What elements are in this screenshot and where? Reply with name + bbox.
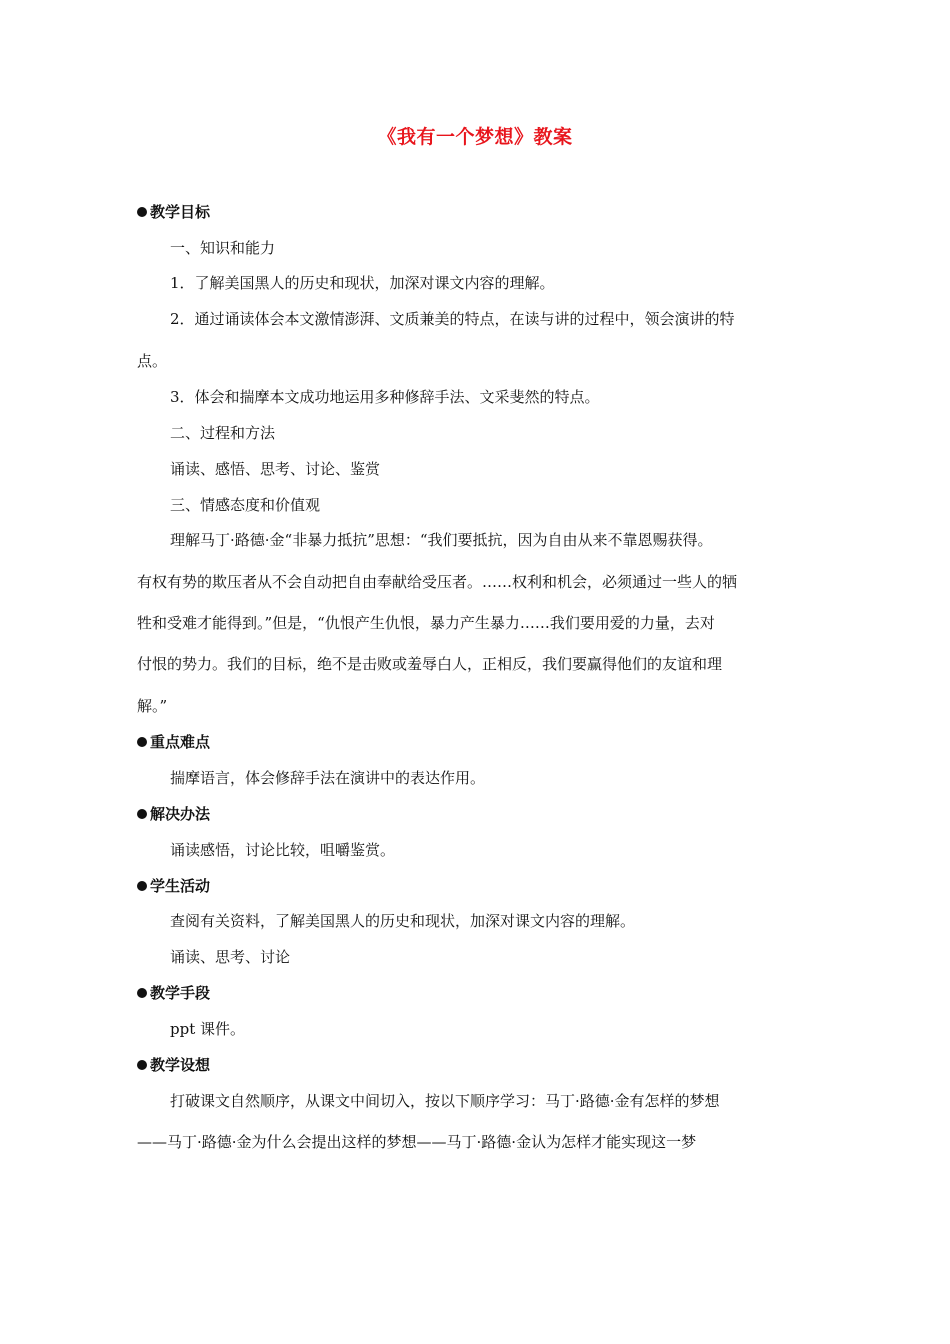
process-text: 诵读、感悟、思考、讨论、鉴赏	[170, 460, 381, 478]
section-heading-objectives	[137, 202, 210, 222]
solutions-text: 诵读感悟，讨论比较，咀嚼鉴赏。	[170, 841, 396, 859]
emotion-paragraph-line-1: 理解马丁·路德·金“非暴力抵抗”思想：“我们要抵抗，因为自由从来不靠恩赐获得。	[170, 531, 713, 549]
key-points-text: 揣摩语言，体会修辞手法在演讲中的表达作用。	[170, 769, 486, 787]
document-title: 《我有一个梦想》教案	[377, 126, 573, 148]
objective-item-2-line-1: 2．通过诵读体会本文激情澎湃、文质兼美的特点，在读与讲的过程中，领会演讲的特	[170, 310, 735, 328]
emotion-paragraph-line-2: 有权有势的欺压者从不会自动把自由奉献给受压者。……权利和机会，必须通过一些人的牺	[137, 573, 738, 591]
heading-text: 教学目标	[150, 203, 211, 221]
objective-item-1: 1．了解美国黑人的历史和现状，加深对课文内容的理解。	[170, 274, 555, 292]
heading-text: 教学设想	[150, 1056, 211, 1074]
bullet-icon	[137, 207, 147, 217]
student-activities-text-2: 诵读、思考、讨论	[170, 948, 291, 966]
section-heading-teaching-means	[137, 983, 210, 1003]
objective-item-3: 3．体会和揣摩本文成功地运用多种修辞手法、文采斐然的特点。	[170, 388, 600, 406]
heading-text: 教学手段	[150, 984, 211, 1002]
subheading-process: 二、过程和方法	[170, 424, 276, 442]
subheading-emotion: 三、情感态度和价值观	[170, 496, 321, 514]
bullet-icon	[137, 881, 147, 891]
objective-item-2-line-2: 点。	[137, 352, 168, 370]
bullet-icon	[137, 737, 147, 747]
emotion-paragraph-line-4: 付恨的势力。我们的目标，绝不是击败或羞辱白人，正相反，我们要赢得他们的友谊和理	[137, 655, 723, 673]
section-heading-teaching-design	[137, 1055, 210, 1075]
section-heading-solutions	[137, 804, 210, 824]
heading-text: 解决办法	[150, 805, 211, 823]
emotion-paragraph-line-3: 牲和受难才能得到。”但是，“仇恨产生仇恨，暴力产生暴力……我们要用爱的力量，去对	[137, 614, 715, 632]
teaching-means-text: ppt 课件。	[170, 1020, 246, 1038]
bullet-icon	[137, 988, 147, 998]
bullet-icon	[137, 809, 147, 819]
section-heading-student-activities	[137, 876, 210, 896]
heading-text: 学生活动	[150, 877, 211, 895]
emotion-paragraph-line-5: 解。”	[137, 697, 168, 715]
section-heading-key-points	[137, 732, 210, 752]
bullet-icon	[137, 1060, 147, 1070]
teaching-design-line-2: ——马丁·路德·金为什么会提出这样的梦想——马丁·路德·金认为怎样才能实现这一梦	[137, 1133, 697, 1151]
heading-text: 重点难点	[150, 733, 211, 751]
teaching-design-line-1: 打破课文自然顺序，从课文中间切入，按以下顺序学习：马丁·路德·金有怎样的梦想	[170, 1092, 720, 1110]
student-activities-text-1: 查阅有关资料，了解美国黑人的历史和现状，加深对课文内容的理解。	[170, 912, 636, 930]
subheading-knowledge: 一、知识和能力	[170, 239, 276, 257]
